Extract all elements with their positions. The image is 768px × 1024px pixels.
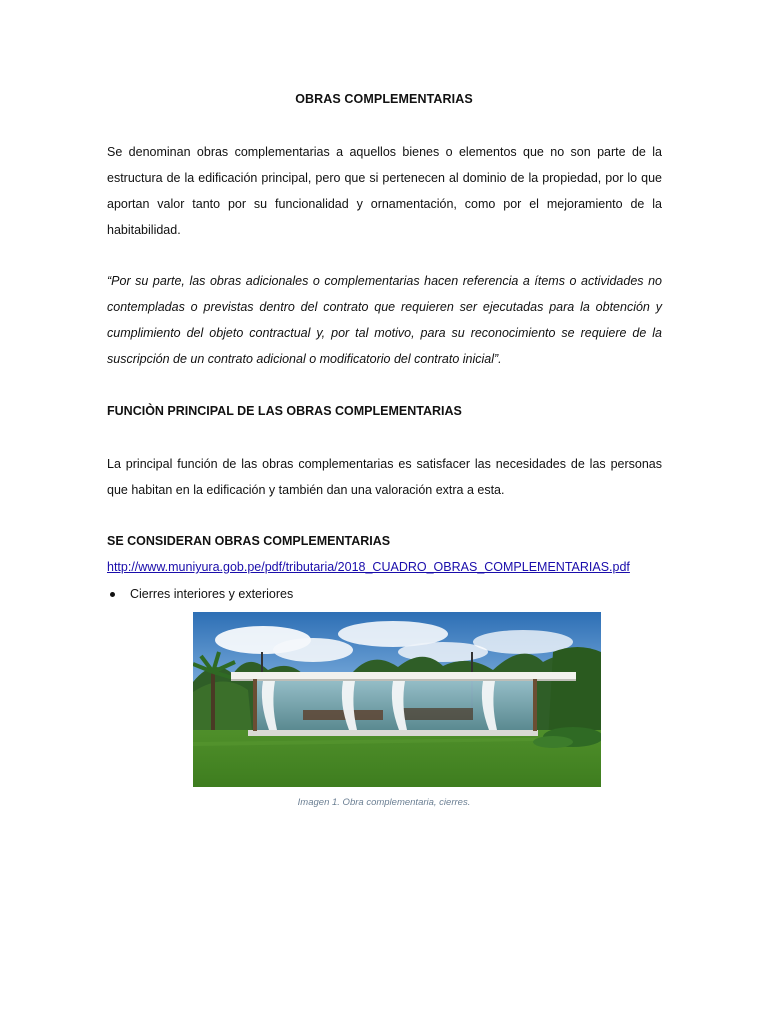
bullet-icon	[110, 592, 115, 597]
function-paragraph: La principal función de las obras complementarias es satisfacer las necesidades de las personas que habitan en la edificación y también dan una valoración extra a esta.	[107, 457, 662, 497]
intro-paragraph: Se denominan obras complementarias a aquellos bienes o elementos que no son parte de la estructura de la edificación principal, pero que si pertenecen al dominio de la propiedad, por lo que aportan valor tanto por su funcionalidad y ornamentación, como por el mejoramiento de la habitabilidad.	[107, 145, 662, 237]
figure-caption: Imagen 1. Obra complementaria, cierres.	[297, 797, 471, 808]
bullet-list	[107, 587, 293, 601]
document-title: OBRAS COMPLEMENTARIAS	[295, 92, 473, 106]
list-item	[107, 587, 293, 601]
quote-paragraph: “Por su parte, las obras adicionales o complementarias hacen referencia a ítems o actividades no contempladas o previstas dentro del contrato que requieren ser ejecutadas para la obtención y cumplimiento del objeto contractual y, por tal motivo, para su reconocimiento se requiere de la suscripción de un contrato adicional o modificatorio del contrato inicial”.	[107, 274, 662, 366]
section-heading-function: FUNCIÒN PRINCIPAL DE LAS OBRAS COMPLEMENTARIAS	[107, 404, 462, 418]
house-photo	[193, 612, 601, 787]
reference-link[interactable]: http://www.muniyura.gob.pe/pdf/tributaria/2018_CUADRO_OBRAS_COMPLEMENTARIAS.pdf	[107, 560, 630, 574]
list-item-label: Cierres interiores y exteriores	[130, 587, 294, 601]
section-heading-considered: SE CONSIDERAN OBRAS COMPLEMENTARIAS	[107, 534, 391, 548]
